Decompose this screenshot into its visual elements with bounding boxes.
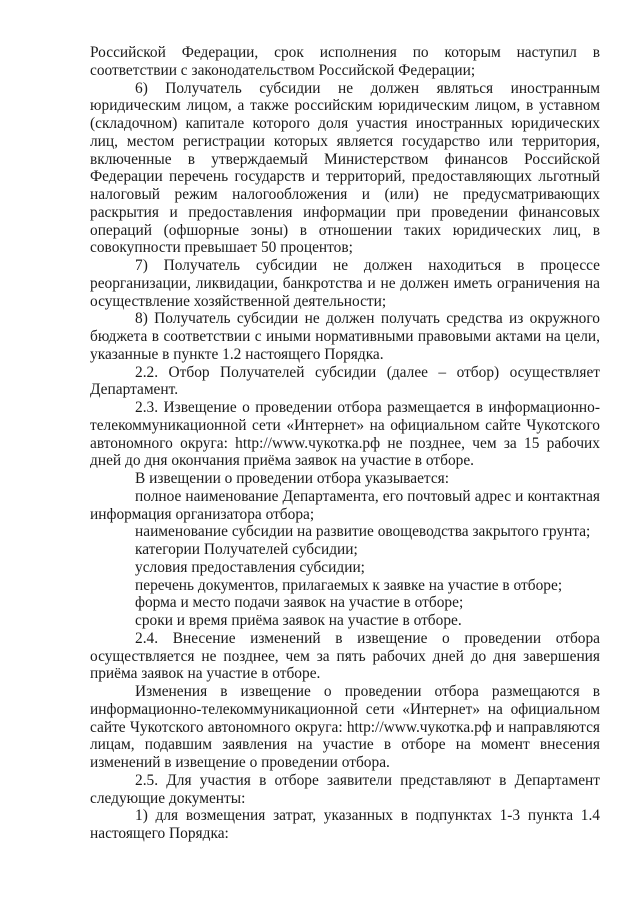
paragraph-item-7: 7) Получатель субсидии не должен находиться в процессе реорганизации, ликвидации, банкротства и не должен иметь ограничения на осуществление хозяйственной деятельности; — [90, 257, 600, 310]
paragraph-notice-item: условия предоставления субсидии; — [135, 558, 365, 576]
paragraph-2-5-item-1: 1) для возмещения затрат, указанных в подпунктах 1-3 пункта 1.4 настоящего Порядка: — [90, 807, 600, 842]
paragraph-notice-item: наименование субсидии на развитие овощеводства закрытого грунта; — [135, 523, 591, 541]
paragraph-notice-item: полное наименование Департамента, его почтовый адрес и контактная информация организатора отбора; — [90, 487, 600, 523]
paragraph-notice-item: категории Получателей субсидии; — [135, 541, 358, 558]
paragraph-continuation: Российской Федерации, срок исполнения по которым наступил в соответствии с законодательством Российской Федерации; — [90, 44, 600, 79]
document-body — [90, 44, 600, 843]
paragraph-notice-item: сроки и время приёма заявок на участие в отборе. — [135, 612, 462, 629]
paragraph-notice-item: форма и место подачи заявок на участие в отборе; — [135, 594, 464, 612]
paragraph-2-5: 2.5. Для участия в отборе заявители представляют в Департамент следующие документы: — [90, 771, 600, 807]
paragraph-notice-item: перечень документов, прилагаемых к заявке на участие в отборе; — [135, 576, 563, 594]
paragraph-item-8: 8) Получатель субсидии не должен получать средства из окружного бюджета в соответствии с иными нормативными правовыми актами на цели, указанные в пункте 1.2 настоящего Порядка. — [90, 310, 600, 363]
paragraph-changes: Изменения в извещение о проведении отбора размещаются в информационно-телекоммуникационной сети «Интернет» на официальном сайте Чукотского автономного округа: http://www.чукотка.рф и направляются лицам, подавшим заявления на участие в отборе на момент внесения изменений в извещение о проведении отбора. — [90, 683, 600, 771]
paragraph-2-4: 2.4. Внесение изменений в извещение о проведении отбора осуществляется не позднее, чем за пять рабочих дней до дня завершения приёма заявок на участие в отборе. — [90, 629, 600, 683]
paragraph-2-2: 2.2. Отбор Получателей субсидии (далее – отбор) осуществляет Департамент. — [90, 363, 600, 399]
paragraph-notice-intro: В извещении о проведении отбора указывается: — [135, 470, 450, 487]
paragraph-item-6: 6) Получатель субсидии не должен являться иностранным юридическим лицом, а также российским юридическим лицом, в уставном (складочном) капитале которого доля участия иностранных юридических лиц, местом регистрации которых является государство или территория, включенные в утверждаемый Министерством финансов Российской Федерации перечень государств и территорий, предоставляющих льготный налоговый режим налогообложения и (или) не предусматривающих раскрытия и предоставления информации при проведении финансовых операций (офшорные зоны) в отношении таких юридических лиц, в совокупности превышает 50 процентов; — [90, 79, 600, 257]
paragraph-2-3: 2.3. Извещение о проведении отбора размещается в информационно-телекоммуникационной сети «Интернет» на официальном сайте Чукотского автономного округа: http://www.чукотка.рф не позднее, чем за 15 рабочих дней до дня окончания приёма заявок на участие в отборе. — [90, 399, 600, 470]
